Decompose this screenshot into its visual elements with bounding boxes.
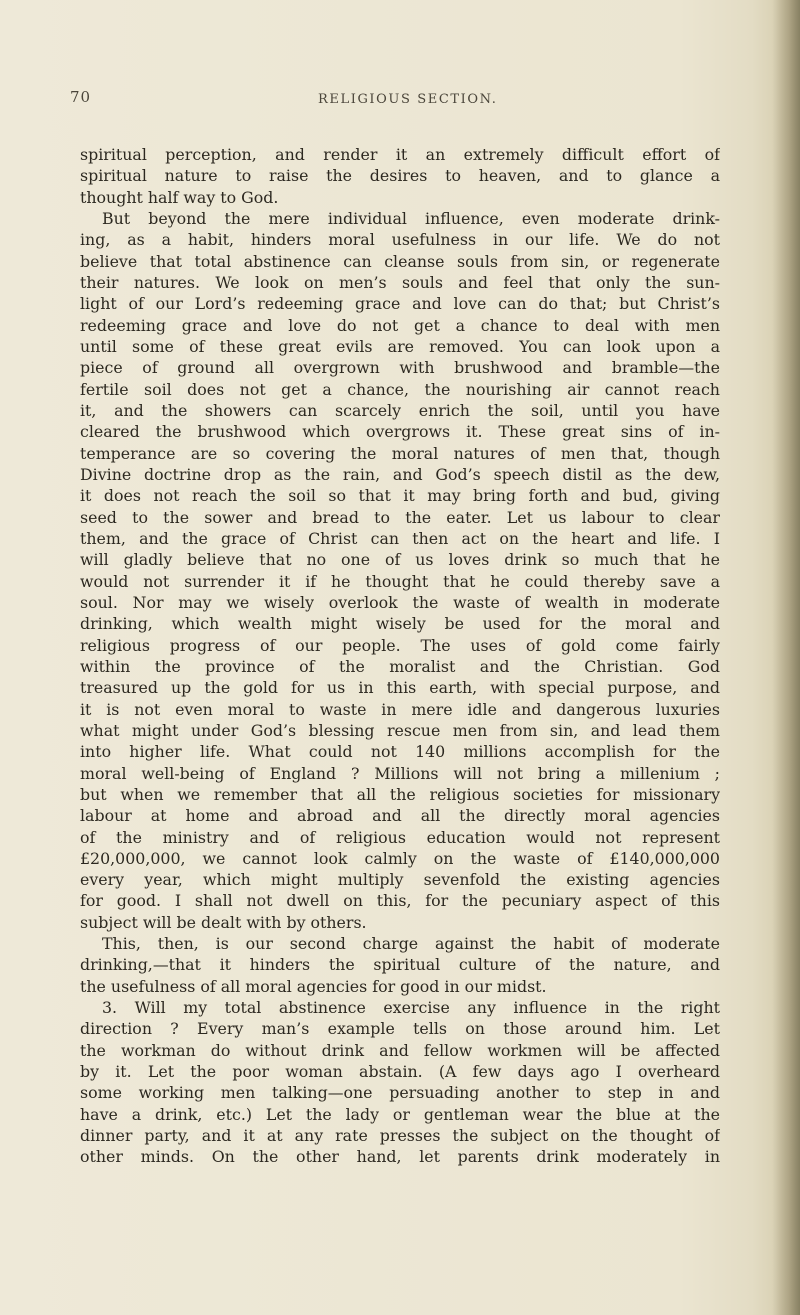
text-line: but when we remember that all the religious societies for missionary [80,784,720,804]
text-line: thought half way to God. [80,187,279,207]
text-line: them, and the grace of Christ can then act on the heart and life. I [80,528,720,548]
text-line: fertile soil does not get a chance, the nourishing air cannot reach [80,379,720,399]
text-line: until some of these great evils are removed. You can look upon a [80,336,720,356]
text-line: drinking,—that it hinders the spiritual culture of the nature, and [80,955,720,975]
text-line: have a drink, etc.) Let the lady or gentleman wear the blue at the [80,1104,720,1124]
text-line: would not surrender it if he thought that he could thereby save a [80,571,720,591]
text-line: redeeming grace and love do not get a chance to deal with men [80,315,720,335]
text-line: labour at home and abroad and all the directly moral agencies [80,806,720,826]
page-edge-shadow [772,0,800,1315]
text-line: spiritual nature to raise the desires to heaven, and to glance a [80,166,720,186]
text-line: religious progress of our people. The uses of gold come fairly [80,635,720,655]
text-line: every year, which might multiply sevenfold the existing agencies [80,870,720,890]
text-line: treasured up the gold for us in this earth, with special purpose, and [80,678,720,698]
text-line: ing, as a habit, hinders moral usefulness in our life. We do not [80,230,720,250]
text-line: into higher life. What could not 140 millions accomplish for the [80,742,720,762]
text-line: it, and the showers can scarcely enrich the soil, until you have [80,400,720,420]
text-line: by it. Let the poor woman abstain. (A few days ago I overheard [80,1062,720,1082]
page-number: 70 [70,88,92,106]
text-line: moral well-being of England ? Millions will not bring a millenium ; [80,763,720,783]
text-line: the usefulness of all moral agencies for good in our midst. [80,976,547,996]
paragraph-start-line: 3. Will my total abstinence exercise any influence in the right [102,998,720,1018]
text-line: cleared the brushwood which overgrows it. These great sins of in- [80,422,720,442]
body-text [80,144,720,1168]
text-line: subject will be dealt with by others. [80,912,367,932]
text-line: the workman do without drink and fellow workmen will be affected [80,1040,720,1060]
text-line: temperance are so covering the moral natures of men that, though [80,443,720,463]
text-line: £20,000,000, we cannot look calmly on the waste of £140,000,000 [80,848,720,868]
text-line: for good. I shall not dwell on this, for the pecuniary aspect of this [80,891,720,911]
text-line: Divine doctrine drop as the rain, and God’s speech distil as the dew, [80,464,720,484]
text-line: it does not reach the soil so that it may bring forth and bud, giving [80,486,720,506]
text-line: other minds. On the other hand, let parents drink moderately in [80,1147,720,1167]
paragraph-start-line: This, then, is our second charge against the habit of moderate [102,934,720,954]
text-line: soul. Nor may we wisely overlook the waste of wealth in moderate [80,592,720,612]
text-line: dinner party, and it at any rate presses the subject on the thought of [80,1126,720,1146]
text-line: direction ? Every man’s example tells on those around him. Let [80,1019,720,1039]
text-line: their natures. We look on men’s souls and feel that only the sun- [80,272,720,292]
text-line: of the ministry and of religious education would not represent [80,827,720,847]
text-line: what might under God’s blessing rescue men from sin, and lead them [80,720,720,740]
text-line: spiritual perception, and render it an extremely difficult effort of [80,145,720,164]
text-line: piece of ground all overgrown with brushwood and bramble—the [80,358,720,378]
text-line: seed to the sower and bread to the eater. Let us labour to clear [80,507,720,527]
text-line: light of our Lord’s redeeming grace and love can do that; but Christ’s [80,294,720,314]
running-head: RELIGIOUS SECTION. [318,92,498,107]
text-line: it is not even moral to waste in mere idle and dangerous luxuries [80,699,720,719]
text-line: some working men talking—one persuading another to step in and [80,1083,720,1103]
text-line: within the province of the moralist and the Christian. God [80,656,720,676]
text-line: drinking, which wealth might wisely be used for the moral and [80,614,720,634]
text-line: will gladly believe that no one of us loves drink so much that he [80,550,720,570]
text-line: believe that total abstinence can cleanse souls from sin, or regenerate [80,251,720,271]
paragraph-start-line: But beyond the mere individual influence, even moderate drink- [102,208,720,228]
